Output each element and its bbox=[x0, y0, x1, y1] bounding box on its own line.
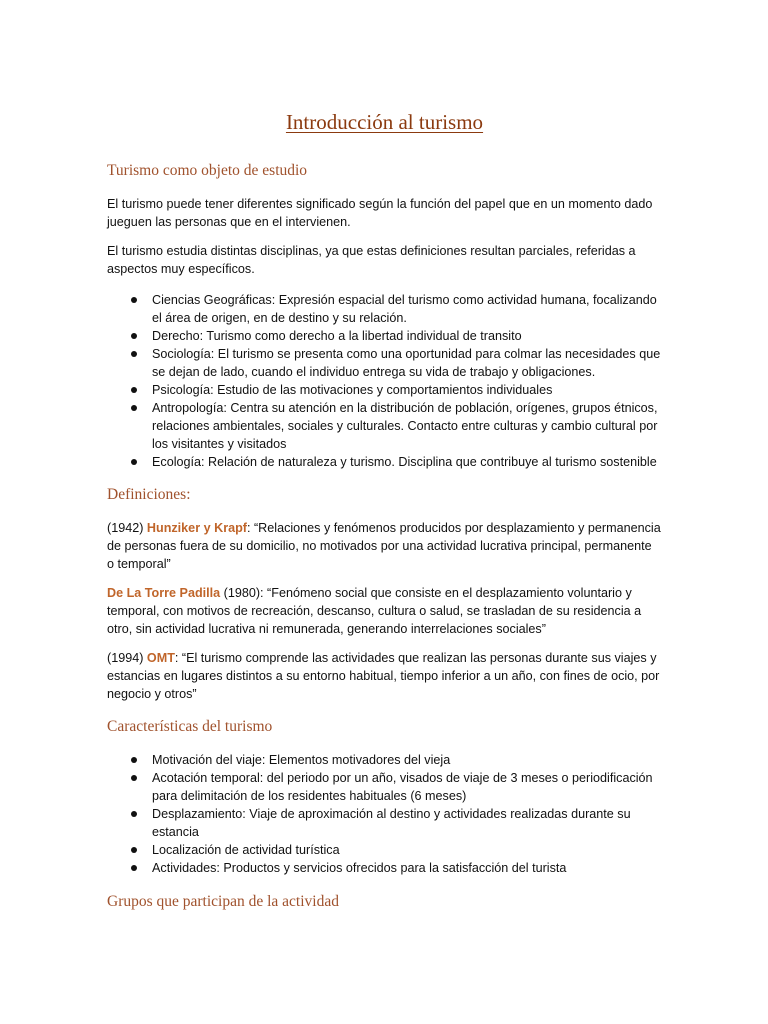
document-content bbox=[107, 160, 662, 926]
author-name: OMT bbox=[146, 651, 175, 665]
bullet-icon bbox=[131, 865, 137, 871]
bullet-icon bbox=[131, 775, 137, 781]
page-title: Introducción al turismo bbox=[285, 110, 484, 134]
list-item: Desplazamiento: Viaje de aproximación al destino y actividades realizadas durante su estancia bbox=[107, 805, 662, 841]
bullet-icon bbox=[131, 757, 137, 763]
list-item: Acotación temporal: del periodo por un año, visados de viaje de 3 meses o periodificación para delimitación de los residentes habituales (6 meses) bbox=[107, 769, 662, 805]
disciplines-list bbox=[107, 291, 662, 471]
bullet-icon bbox=[131, 405, 137, 411]
list-item: Sociología: El turismo se presenta como una oportunidad para colmar las necesidades que se dejan de lado, cuando el individuo entrega su vida de trabajo y obligaciones. bbox=[107, 345, 662, 381]
definition-hunziker-krapf: (1942) Hunziker y Krapf: “Relaciones y fenómenos producidos por desplazamiento y permanencia de personas fuera de su domicilio, no motivados por una actividad lucrativa principal, permanente o temporal” bbox=[107, 521, 661, 571]
list-item: Motivación del viaje: Elementos motivadores del vieja bbox=[107, 751, 662, 769]
bullet-icon bbox=[131, 351, 137, 357]
author-name: De La Torre Padilla bbox=[107, 586, 221, 600]
characteristics-list bbox=[107, 751, 662, 877]
bullet-icon bbox=[131, 847, 137, 853]
section-heading-turismo-objeto-estudio: Turismo como objeto de estudio bbox=[107, 162, 308, 179]
paragraph: El turismo puede tener diferentes significado según la función del papel que en un momento dado jueguen las personas que en el intervienen. bbox=[107, 197, 653, 229]
section-heading-definiciones: Definiciones: bbox=[107, 486, 191, 503]
paragraph: El turismo estudia distintas disciplinas, ya que estas definiciones resultan parciales, referidas a aspectos muy específicos. bbox=[107, 244, 636, 276]
author-name: Hunziker y Krapf bbox=[146, 521, 247, 535]
list-item: Localización de actividad turística bbox=[107, 841, 662, 859]
bullet-icon bbox=[131, 811, 137, 817]
list-item: Antropología: Centra su atención en la distribución de población, orígenes, grupos étnicos, relaciones ambientales, sociales y culturales. Contacto entre culturas y cambio cultural por los visitantes y visitados bbox=[107, 399, 662, 453]
list-item: Actividades: Productos y servicios ofrecidos para la satisfacción del turista bbox=[107, 859, 662, 877]
list-item: Psicología: Estudio de las motivaciones y comportamientos individuales bbox=[107, 381, 662, 399]
list-item: Ecología: Relación de naturaleza y turismo. Disciplina que contribuye al turismo sostenible bbox=[107, 453, 662, 471]
list-item: Ciencias Geográficas: Expresión espacial del turismo como actividad humana, focalizando el área de origen, en de destino y su relación. bbox=[107, 291, 662, 327]
section-heading-caracteristicas: Características del turismo bbox=[107, 718, 273, 735]
bullet-icon bbox=[131, 333, 137, 339]
document-page bbox=[107, 0, 662, 1024]
bullet-icon bbox=[131, 387, 137, 393]
list-item: Derecho: Turismo como derecho a la libertad individual de transito bbox=[107, 327, 662, 345]
definition-de-la-torre-padilla: De La Torre Padilla (1980): “Fenómeno social que consiste en el desplazamiento voluntario y temporal, con motivos de recreación, descanso, cultura o salud, se trasladan de su residencia a otro, sin actividad lucrativa ni remunerada, generando interrelaciones sociales” bbox=[107, 586, 642, 636]
bullet-icon bbox=[131, 297, 137, 303]
definition-omt: (1994) OMT: “El turismo comprende las actividades que realizan las personas durante sus viajes y estancias en lugares distintos a su entorno habitual, tiempo inferior a un año, con fines de ocio, por negocio y otros” bbox=[107, 651, 660, 701]
section-heading-grupos: Grupos que participan de la actividad bbox=[107, 893, 339, 910]
bullet-icon bbox=[131, 459, 137, 465]
